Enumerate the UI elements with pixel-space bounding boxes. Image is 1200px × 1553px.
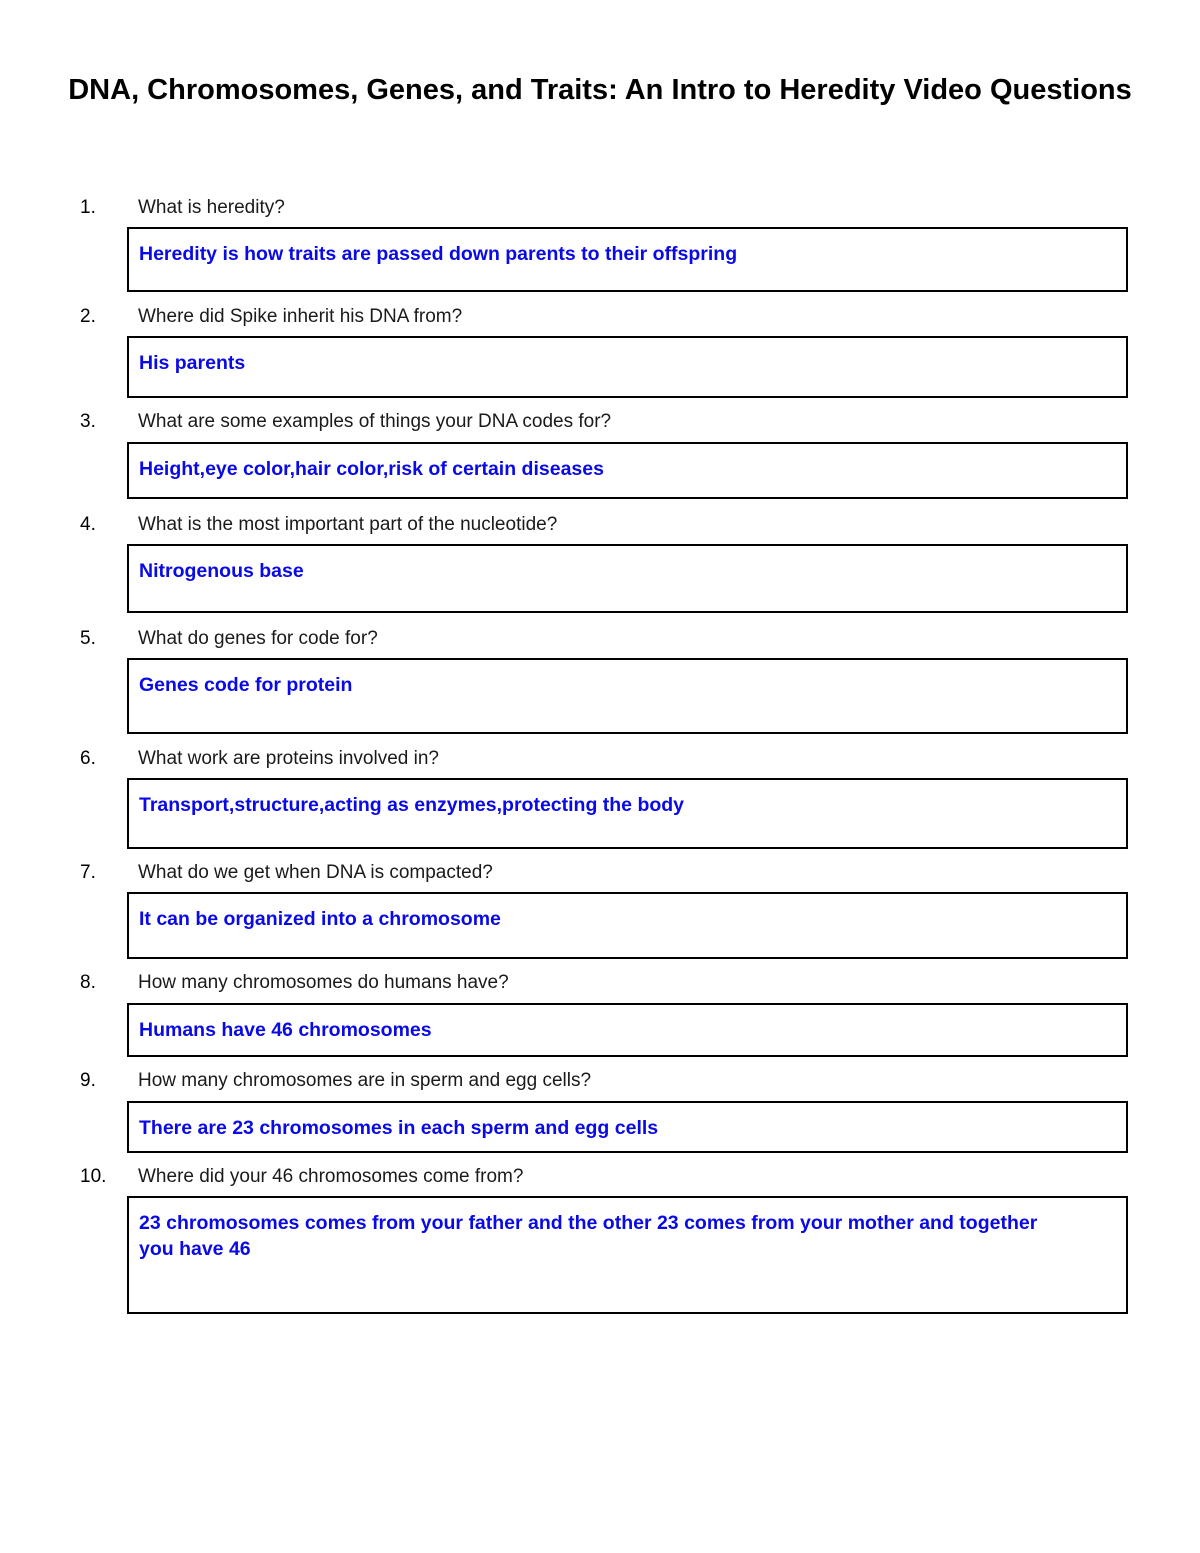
question-text: What is the most important part of the nucleotide?: [138, 514, 558, 535]
question-text: What are some examples of things your DNA codes for?: [138, 411, 612, 432]
question-number: 9.: [80, 1070, 96, 1091]
question-text: What work are proteins involved in?: [138, 748, 439, 769]
answer-box[interactable]: [127, 442, 1128, 499]
answer-text: Heredity is how traits are passed down parents to their offspring: [139, 243, 738, 265]
question-number: 8.: [80, 972, 96, 993]
answer-text: There are 23 chromosomes in each sperm and egg cells: [139, 1117, 659, 1139]
answer-text: His parents: [139, 352, 246, 374]
question-text: Where did Spike inherit his DNA from?: [138, 306, 463, 327]
answer-box[interactable]: [127, 778, 1128, 849]
answer-box[interactable]: [127, 1003, 1128, 1057]
answer-box[interactable]: [127, 336, 1128, 398]
answer-text: Nitrogenous base: [139, 560, 304, 582]
answer-text: Genes code for protein: [139, 674, 353, 696]
answer-box[interactable]: [127, 892, 1128, 959]
question-number: 7.: [80, 862, 96, 883]
page-title: DNA, Chromosomes, Genes, and Traits: An Intro to Heredity Video Questions: [68, 74, 1132, 106]
question-number: 1.: [80, 197, 96, 218]
question-text: What is heredity?: [138, 197, 285, 218]
question-number: 2.: [80, 306, 96, 327]
question-text: What do we get when DNA is compacted?: [138, 862, 493, 883]
question-number: 5.: [80, 628, 96, 649]
answer-text: 23 chromosomes comes from your father and the other 23 comes from your mother and together you have 46: [139, 1212, 1038, 1260]
question-text: How many chromosomes are in sperm and egg cells?: [138, 1070, 592, 1091]
question-number: 6.: [80, 748, 96, 769]
answer-box[interactable]: [127, 1101, 1128, 1153]
question-number: 10.: [80, 1166, 107, 1187]
question-text: What do genes for code for?: [138, 628, 378, 649]
answer-box[interactable]: [127, 227, 1128, 292]
answer-box[interactable]: [127, 544, 1128, 613]
answer-text: Height,eye color,hair color,risk of certain diseases: [139, 458, 604, 480]
answer-box[interactable]: [127, 1196, 1128, 1314]
question-number: 4.: [80, 514, 96, 535]
answer-text: It can be organized into a chromosome: [139, 908, 501, 930]
answer-text: Transport,structure,acting as enzymes,protecting the body: [139, 794, 685, 816]
answer-box[interactable]: [127, 658, 1128, 734]
question-text: Where did your 46 chromosomes come from?: [138, 1166, 524, 1187]
question-number: 3.: [80, 411, 96, 432]
answer-text: Humans have 46 chromosomes: [139, 1019, 432, 1041]
question-text: How many chromosomes do humans have?: [138, 972, 509, 993]
